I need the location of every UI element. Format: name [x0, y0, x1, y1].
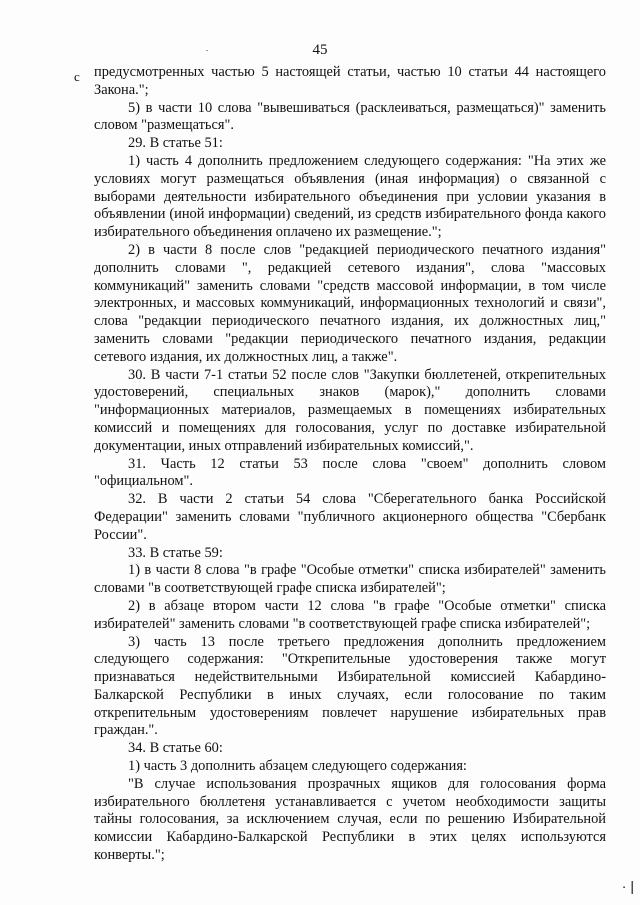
- paragraph: 1) часть 4 дополнить предложением следующего содержания: "На этих же условиях могут размещаться объявления (иная информация) о связанной с выборами деятельности избирательного объединения при условии указания в объявлении (иной информации) сведений, из средств избирательного фонда какого избирательного объединения оплачено их размещение.";: [94, 152, 606, 241]
- paragraph: 34. В статье 60:: [128, 740, 223, 757]
- paragraph: 30. В части 7-1 статьи 52 после слов "Закупки бюллетеней, открепительных удостоверений, специальных знаков (марок)," дополнить словами "информационных материалов, размещаемых в помещениях избирательных комиссий и помещениях для голосования, услуг по доставке избирательной документации, иных отправлений избирательных комиссий,".: [94, 366, 606, 454]
- page-number: 45: [312, 42, 328, 58]
- paragraph: 32. В части 2 статьи 54 слова "Сберегательного банка Российской Федерации" заменить словами "публичного акционерного общества "Сбербанк России".: [94, 491, 606, 543]
- paragraph: предусмотренных частью 5 настоящей статьи, частью 10 статьи 44 настоящего Закона.";: [94, 64, 606, 98]
- paragraph: 33. В статье 59:: [128, 544, 223, 561]
- edge-mark: · |: [621, 878, 634, 894]
- margin-mark: с: [74, 69, 80, 84]
- paragraph: 1) часть 3 дополнить абзацем следующего содержания:: [128, 758, 467, 775]
- paragraph: 29. В статье 51:: [128, 135, 223, 152]
- paragraph: "В случае использования прозрачных ящиков для голосования форма избирательного бюллетеня устанавливается с учетом необходимости защиты тайны голосования, за исключением случая, если по решению Избирательной комиссии Кабардино-Балкарской Республики в этих целях используются конверты.";: [94, 775, 606, 864]
- paragraph: 3) часть 13 после третьего предложения дополнить предложением следующего содержания: "Открепительные удостоверения также могут признаваться недействительными Избирательной комиссией Кабардино-Балкарской Республики в иных случаях, если голосование по таким открепительным удостоверениям повлечет нарушение избирательных прав граждан.".: [94, 633, 606, 739]
- document-body: [94, 64, 606, 865]
- paragraph: 2) в абзаце втором части 12 слова "в графе "Особые отметки" списка избирателей" заменить словами "в соответствующей графе списка избирателей";: [94, 597, 606, 632]
- paragraph: 31. Часть 12 статьи 53 после слова "своем" дополнить словом "официальном".: [94, 455, 606, 490]
- paragraph: 2) в части 8 после слов "редакцией периодического печатного издания" дополнить словами ", редакцией сетевого издания", слова "массовых коммуникаций" заменить словами "средств массовой информации, в том числе электронных, и массовых коммуникаций, информационных технологий и связи", слова "редакции периодического печатного издания, их должностных лиц," заменить словами "редакции периодического печатного издания, редакции сетевого издания, их должностных лиц, а также".: [94, 241, 606, 365]
- paragraph: 5) в части 10 слова "вывешиваться (расклеиваться, размещаться)" заменить словом "размещаться".: [94, 99, 606, 134]
- paragraph: 1) в части 8 слова "в графе "Особые отметки" списка избирателей" заменить словами "в соответствующей графе списка избирателей";: [94, 562, 606, 597]
